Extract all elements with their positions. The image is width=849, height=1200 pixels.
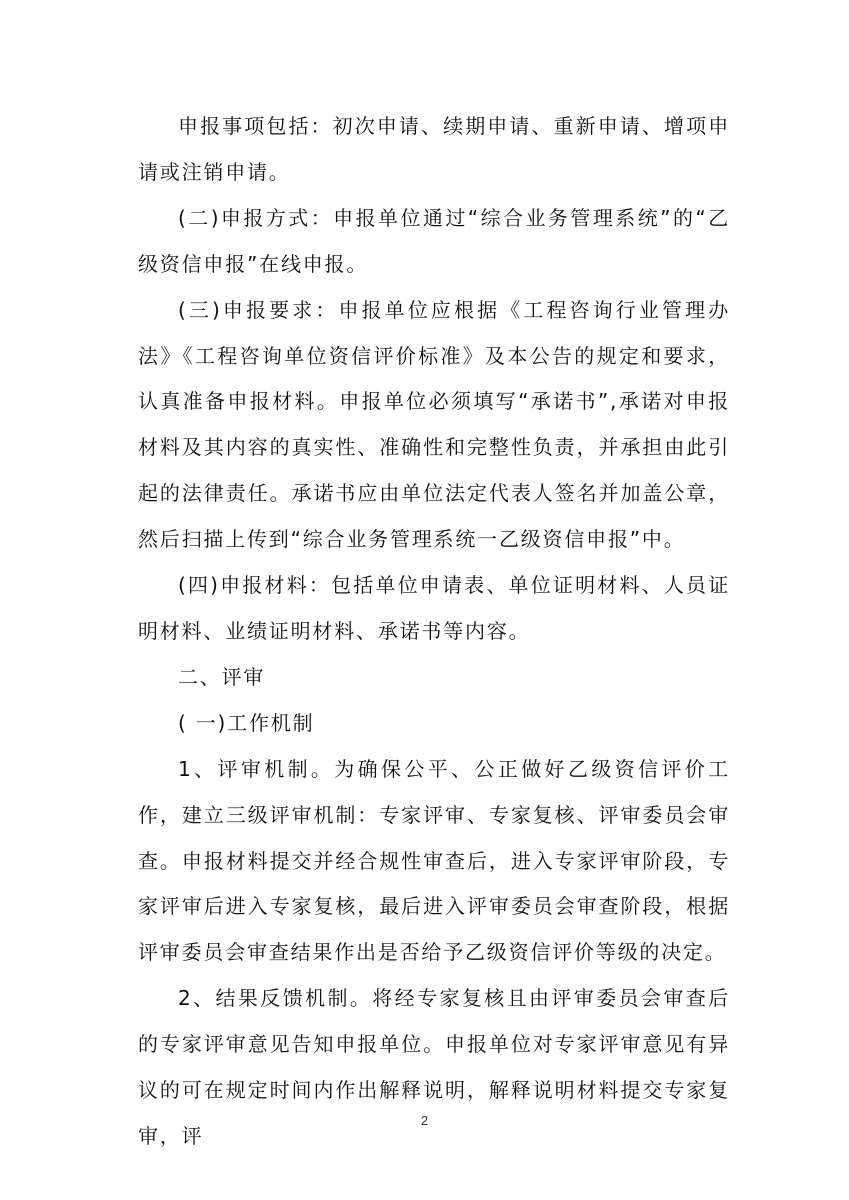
- paragraph-application-materials: (四)申报材料：包括单位申请表、单位证明材料、人员证明材料、业绩证明材料、承诺书等内容。: [138, 573, 730, 643]
- subsection-heading-working-mechanism: ( 一)工作机制: [178, 710, 315, 735]
- paragraph-review-mechanism: 1、评审机制。为确保公平、公正做好乙级资信评价工作，建立三级评审机制：专家评审、专家复核、评审委员会审查。申报材料提交并经合规性审查后，进入专家评审阶段，专家评审后进入专家复核，最后进入评审委员会审查阶段，根据评审委员会审查结果作出是否给予乙级资信评价等级的决定。: [138, 756, 730, 965]
- paragraph-application-method: (二)申报方式：申报单位通过“综合业务管理系统”的“乙级资信申报”在线申报。: [138, 205, 730, 276]
- document-body: [138, 104, 730, 1160]
- paragraph-feedback-mechanism: 2、结果反馈机制。将经专家复核且由评审委员会审查后的专家评审意见告知申报单位。申报单位对专家评审意见有异议的可在规定时间内作出解释说明，解释说明材料提交专家复审，评: [138, 986, 730, 1148]
- paragraph-application-requirements: (三)申报要求：申报单位应根据《工程咨询行业管理办法》《工程咨询单位资信评价标准》及本公告的规定和要求，认真准备申报材料。申报单位必须填写“承诺书”,承诺对申报材料及其内容的真实性、准确性和完整性负责，并承担由此引起的法律责任。承诺书应由单位法定代表人签名并加盖公章，然后扫描上传到“综合业务管理系统一乙级资信申报”中。: [138, 297, 730, 552]
- section-heading-review: 二、评审: [178, 664, 266, 689]
- page-number: 2: [420, 1113, 429, 1128]
- paragraph-application-items: 申报事项包括：初次申请、续期申请、重新申请、增项申请或注销申请。: [138, 114, 730, 184]
